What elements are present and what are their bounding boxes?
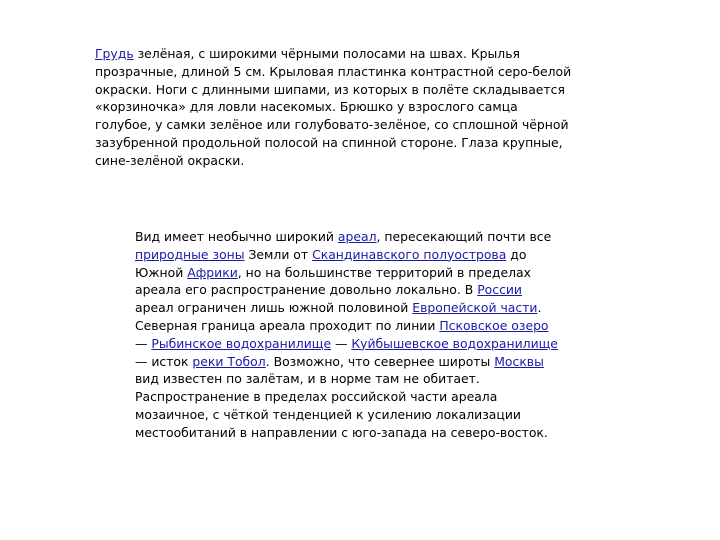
text-segment: Северная граница ареала проходит по линии — [135, 317, 440, 333]
text-segment: прозрачные, длиной 5 см. Крыловая пластинка контрастной серо-белой — [95, 63, 572, 79]
text-line — [95, 134, 571, 152]
text-line — [135, 317, 558, 335]
text-line — [95, 81, 571, 99]
text-line — [95, 116, 571, 134]
wiki-link[interactable]: реки Тобол — [192, 353, 266, 369]
text-segment: голубое, у самки зелёное или голубовато-зелёное, со сплошной чёрной — [95, 117, 569, 133]
wiki-link[interactable]: Куйбышевское водохранилище — [351, 335, 558, 351]
text-segment: Распространение в пределах российской части ареала — [135, 389, 498, 405]
range-paragraph — [135, 228, 558, 442]
text-segment: — — [331, 335, 352, 351]
text-line — [95, 63, 571, 81]
text-segment: . Возможно, что севернее широты — [265, 353, 495, 369]
text-line — [135, 246, 558, 264]
description-paragraph — [95, 45, 571, 170]
wiki-link[interactable]: Псковское озеро — [439, 317, 549, 333]
text-segment: Земли от — [244, 246, 313, 262]
text-line — [135, 299, 558, 317]
text-line — [95, 152, 571, 170]
wiki-link[interactable]: Грудь — [95, 46, 134, 61]
text-segment: местообитаний в направлении с юго-запада на северо-восток. — [135, 424, 548, 440]
text-line — [135, 353, 558, 371]
wiki-link[interactable]: России — [477, 282, 522, 298]
text-line — [135, 228, 558, 246]
text-segment: . — [537, 300, 542, 316]
text-line — [135, 370, 558, 388]
text-line — [135, 388, 558, 406]
text-segment: зелёная, с широкими чёрными полосами на швах. Крылья — [133, 46, 520, 61]
text-segment: , но на большинстве территорий в пределах — [237, 264, 531, 280]
text-line — [135, 281, 558, 299]
wiki-link[interactable]: природные зоны — [135, 246, 245, 262]
text-line — [135, 406, 558, 424]
wiki-link[interactable]: Москвы — [494, 353, 544, 369]
text-segment: — исток — [135, 353, 193, 369]
text-segment: ареала его распространение довольно локально. В — [135, 282, 478, 298]
text-segment: ареал ограничен лишь южной половиной — [135, 300, 413, 316]
text-segment: «корзиночка» для ловли насекомых. Брюшко у взрослого самца — [95, 99, 518, 115]
text-line — [95, 98, 571, 116]
text-segment: Вид имеет необычно широкий — [135, 229, 338, 244]
wiki-link[interactable]: ареал — [337, 229, 377, 244]
text-line — [135, 335, 558, 353]
text-segment: до — [506, 246, 527, 262]
text-segment: , пересекающий почти все — [376, 229, 552, 244]
text-segment: окраски. Ноги с длинными шипами, из которых в полёте складывается — [95, 81, 565, 97]
text-line — [135, 424, 558, 442]
wiki-link[interactable]: Рыбинское водохранилище — [151, 335, 332, 351]
text-segment: вид известен по залётам, и в норме там не обитает. — [135, 371, 480, 387]
text-segment: Южной — [135, 264, 188, 280]
text-segment: — — [135, 335, 152, 351]
text-segment: зазубренной продольной полосой на спинной стороне. Глаза крупные, — [95, 134, 563, 150]
wiki-link[interactable]: Европейской части — [412, 300, 538, 316]
text-segment: мозаичное, с чёткой тенденцией к усилению локализации — [135, 406, 521, 422]
text-line — [95, 45, 571, 63]
wiki-link[interactable]: Африки — [187, 264, 238, 280]
text-line — [135, 264, 558, 282]
wiki-link[interactable]: Скандинавского полуострова — [312, 246, 507, 262]
text-segment: сине-зелёной окраски. — [95, 152, 245, 168]
